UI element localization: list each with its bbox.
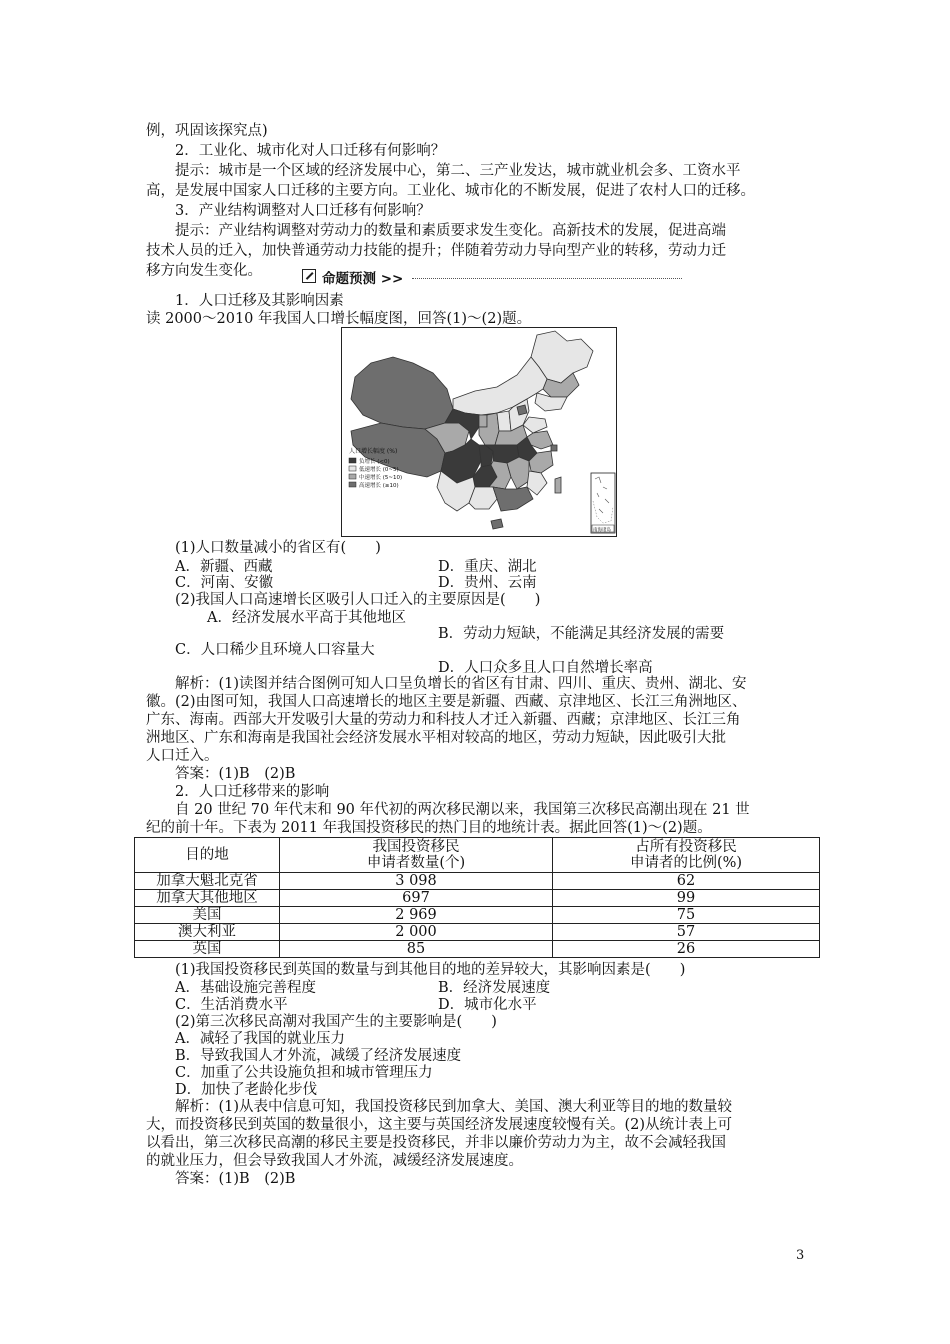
table-row: [135, 924, 820, 941]
q2-analysis-line: 以看出，第三次移民高潮的移民主要是投资移民，并非以廉价劳动力为主，故不会减轻我国: [146, 1135, 726, 1151]
q2-sub2-option-b: B．导致我国人才外流，减缓了经济发展速度: [175, 1048, 462, 1064]
q2-answer: 答案：(1)B (2)B: [175, 1171, 296, 1187]
q2-sub1-option-b: B．经济发展速度: [438, 980, 551, 996]
q1-analysis-line: 人口迁入。: [146, 748, 219, 764]
intro-hint-line: 高，是发展中国家人口迁移的主要方向。工业化、城市化的不断发展，促进了农村人口的迁移。: [146, 183, 755, 199]
intro-hint-line: 提示：城市是一个区域的经济发展中心，第二、三产业发达，城市就业机会多、工资水平: [175, 163, 741, 179]
q2-stem: 纪的前十年。下表为 2011 年我国投资移民的热门目的地统计表。据此回答(1)～(2)题。: [146, 820, 712, 836]
region-hainan: [491, 519, 503, 529]
dotted-rule: [412, 278, 682, 279]
banner-title: 命题预测 >>: [322, 271, 404, 287]
legend-swatch-mid: [349, 474, 356, 479]
table-cell: 26: [553, 941, 820, 958]
south-china-sea-inset: [591, 473, 615, 533]
table-cell: 62: [553, 873, 820, 890]
table-cell: 加拿大魁北克省: [135, 873, 280, 890]
table-cell: 3 098: [280, 873, 553, 890]
table-row: [135, 873, 820, 890]
q2-sub2-option-c: C．加重了公共设施负担和城市管理压力: [175, 1065, 433, 1081]
q1-sub2: (2)我国人口高速增长区吸引人口迁入的主要原因是( ): [175, 592, 541, 608]
table-header: 我国投资移民 申请者数量(个): [280, 838, 553, 873]
legend-title: 人口增长幅度 (%): [349, 448, 398, 455]
table-cell: 75: [553, 907, 820, 924]
table-header: 目的地: [135, 838, 280, 873]
inset-label: 南海诸岛: [593, 528, 611, 533]
q1-sub2-option-c: C．人口稀少且环境人口容量大: [175, 642, 375, 658]
legend-label: 负增长 (<0): [359, 459, 390, 465]
q1-sub2-option-b: B．劳动力短缺，不能满足其经济发展的需要: [438, 626, 725, 642]
legend-label: 中速增长 (5~10): [359, 475, 403, 481]
q2-sub1-option-a: A．基础设施完善程度: [175, 980, 316, 996]
q2-heading: 2．人口迁移带来的影响: [175, 784, 330, 800]
q1-sub1-option-a: A．新疆、西藏: [175, 559, 273, 575]
q2-sub2-option-d: D．加快了老龄化步伐: [175, 1082, 318, 1098]
table-cell: 澳大利亚: [135, 924, 280, 941]
table-header: 占所有投资移民 申请者的比例(%): [553, 838, 820, 873]
intro-line: 例，巩固该探究点): [146, 123, 268, 139]
table-row: [135, 890, 820, 907]
q1-sub1-option-c: C．河南、安徽: [175, 575, 274, 591]
region-ningxia: [479, 415, 487, 427]
table-cell: 57: [553, 924, 820, 941]
table-row: [135, 941, 820, 958]
q2-sub1: (1)我国投资移民到英国的数量与到其他目的地的差异较大，其影响因素是( ): [175, 962, 686, 978]
q2-analysis-line: 大，而投资移民到英国的数量很小，这主要与英国经济发展速度较慢有关。(2)从统计表上可: [146, 1117, 733, 1133]
intro-hint-line: 提示：产业结构调整对劳动力的数量和素质要求发生变化。高新技术的发展，促进高端: [175, 223, 726, 239]
q1-answer: 答案：(1)B (2)B: [175, 766, 296, 782]
pencil-icon: [302, 269, 316, 283]
table-cell: 85: [280, 941, 553, 958]
q1-heading: 1．人口迁移及其影响因素: [175, 293, 344, 309]
table-row: [135, 907, 820, 924]
q2-sub2: (2)第三次移民高潮对我国产生的主要影响是( ): [175, 1014, 497, 1030]
legend-swatch-negative: [349, 458, 356, 463]
q1-sub1-option-d: D．贵州、云南: [438, 575, 537, 591]
table-cell: 2 000: [280, 924, 553, 941]
q2-sub1-option-d: D．城市化水平: [438, 997, 537, 1013]
q1-analysis-line: 洲地区、广东和海南是我国社会经济发展水平相对较高的地区，劳动力短缺，因此吸引大批: [146, 730, 726, 746]
intro-hint-line: 技术人员的迁入，加快普通劳动力技能的提升；伴随着劳动力导向型产业的转移，劳动力迁: [146, 243, 726, 259]
q1-analysis-line: 广东、海南。西部大开发吸引大量的劳动力和科技人才迁入新疆、西藏；京津地区、长江三角: [146, 712, 741, 728]
region-beijing-tianjin: [517, 405, 527, 415]
q2-analysis-line: 解析：(1)从表中信息可知，我国投资移民到加拿大、美国、澳大利亚等目的地的数量较: [175, 1099, 733, 1115]
table-cell: 英国: [135, 941, 280, 958]
q2-sub2-option-a: A．减轻了我国的就业压力: [175, 1031, 345, 1047]
legend-swatch-high: [349, 482, 356, 487]
legend-label: 高速增长 (≥10): [359, 483, 399, 489]
intro-question-3: 3．产业结构调整对人口迁移有何影响？: [175, 203, 431, 219]
intro-question-2: 2．工业化、城市化对人口迁移有何影响？: [175, 143, 446, 159]
page-number: 3: [796, 1248, 805, 1263]
table-header-row: [135, 838, 820, 873]
q1-sub2-option-a: A．经济发展水平高于其他地区: [207, 610, 406, 626]
population-growth-map: [341, 327, 617, 537]
q1-analysis-line: 徽。(2)由图可知，我国人口高速增长的地区主要是新疆、西藏、京津地区、长江三角洲地区、: [146, 694, 747, 710]
q2-analysis-line: 的就业压力，但会导致我国人才外流，减缓经济发展速度。: [146, 1153, 523, 1169]
q1-sub2-option-d: D．人口众多且人口自然增长率高: [438, 660, 653, 676]
q1-analysis-line: 解析：(1)读图并结合图例可知人口呈负增长的省区有甘肃、四川、重庆、贵州、湖北、安: [175, 676, 747, 692]
q1-sub1: (1)人口数量减小的省区有( ): [175, 540, 381, 556]
legend-label: 低速增长 (0~5): [359, 467, 399, 473]
q1-stem: 读 2000～2010 年我国人口增长幅度图，回答(1)～(2)题。: [146, 311, 532, 327]
q2-sub1-option-c: C．生活消费水平: [175, 997, 288, 1013]
region-taiwan: [555, 477, 561, 493]
q2-stem: 自 20 世纪 70 年代末和 90 年代初的两次移民潮以来，我国第三次移民高潮出现在 21 世: [175, 802, 750, 818]
intro-hint-line: 移方向发生变化。: [146, 263, 262, 279]
q1-sub1-option-b: D．重庆、湖北: [438, 559, 537, 575]
investment-migration-table: [134, 837, 820, 958]
table-cell: 加拿大其他地区: [135, 890, 280, 907]
table-cell: 99: [553, 890, 820, 907]
table-cell: 美国: [135, 907, 280, 924]
table-cell: 2 969: [280, 907, 553, 924]
section-banner: [302, 266, 682, 288]
region-shanghai: [551, 445, 557, 451]
table-cell: 697: [280, 890, 553, 907]
legend-swatch-low: [349, 466, 356, 471]
